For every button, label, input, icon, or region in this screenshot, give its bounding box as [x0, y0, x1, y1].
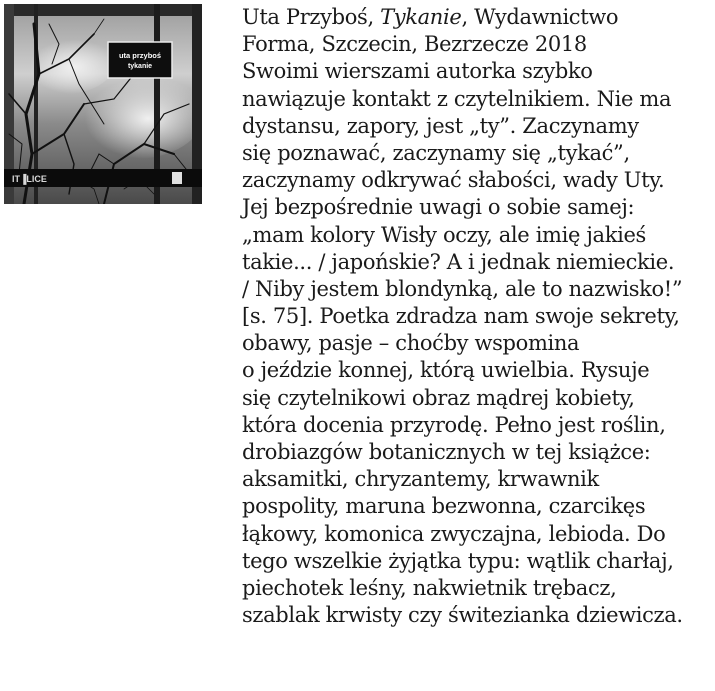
- review-line: / Niby jestem blondynką, ale to nazwisko!”: [242, 276, 683, 301]
- review-line: szablak krwisty czy świtezianka dziewicza.: [242, 603, 683, 628]
- review-line: Swoimi wierszami autorka szybko: [242, 59, 593, 84]
- review-line: która docenia przyrodę. Pełno jest roślin,: [242, 412, 666, 437]
- cover-publisher-logo: IT▐LICE: [12, 174, 47, 184]
- book-cover-image: [4, 4, 202, 204]
- review-line: łąkowy, komonica zwyczajna, lebioda. Do: [242, 521, 666, 546]
- review-line: zaczynamy odkrywać słabości, wady Uty.: [242, 168, 665, 193]
- book-title: Tykanie: [380, 5, 462, 29]
- review-line: takie... / japońskie? A i jednak niemieckie.: [242, 249, 675, 274]
- review-line: się poznawać, zaczynamy się „tykać”,: [242, 140, 630, 165]
- review-line: aksamitki, chryzantemy, krwawnik: [242, 467, 599, 492]
- review-citation-line: [242, 4, 712, 31]
- review-line: dystansu, zapory, jest „ty”. Zaczynamy: [242, 113, 639, 138]
- review-line: [s. 75]. Poetka zdradza nam swoje sekrety,: [242, 304, 680, 329]
- review-line: Jej bezpośrednie uwagi o sobie samej:: [242, 195, 635, 220]
- review-line: tego wszelkie żyjątka typu: wątlik charłaj,: [242, 548, 674, 573]
- publisher-prefix: , Wydawnictwo: [461, 5, 619, 29]
- cover-title-line1: uta przyboś: [118, 51, 162, 60]
- review-line: piechotek leśny, nakwietnik trębacz,: [242, 575, 617, 600]
- review-line: się czytelnikowi obraz mądrej kobiety,: [242, 385, 635, 410]
- review-line: nawiązuje kontakt z czytelnikiem. Nie ma: [242, 86, 672, 111]
- review-line: obawy, pasje – choćby wspomina: [242, 331, 580, 356]
- review-line: drobiazgów botanicznych w tej książce:: [242, 440, 651, 464]
- review-line: pospolity, maruna bezwonna, czarcikęs: [242, 494, 646, 519]
- author-and-prefix: Uta Przyboś,: [242, 5, 381, 29]
- review-line: „mam kolory Wisły oczy, ale imię jakieś: [242, 222, 646, 247]
- cover-title-line2: tykanie: [127, 63, 153, 70]
- review-text: [242, 4, 712, 629]
- review-line: Forma, Szczecin, Bezrzecze 2018: [242, 32, 587, 57]
- review-line: o jeździe konnej, którą uwielbia. Rysuje: [242, 358, 650, 383]
- book-cover-photo: [4, 4, 202, 204]
